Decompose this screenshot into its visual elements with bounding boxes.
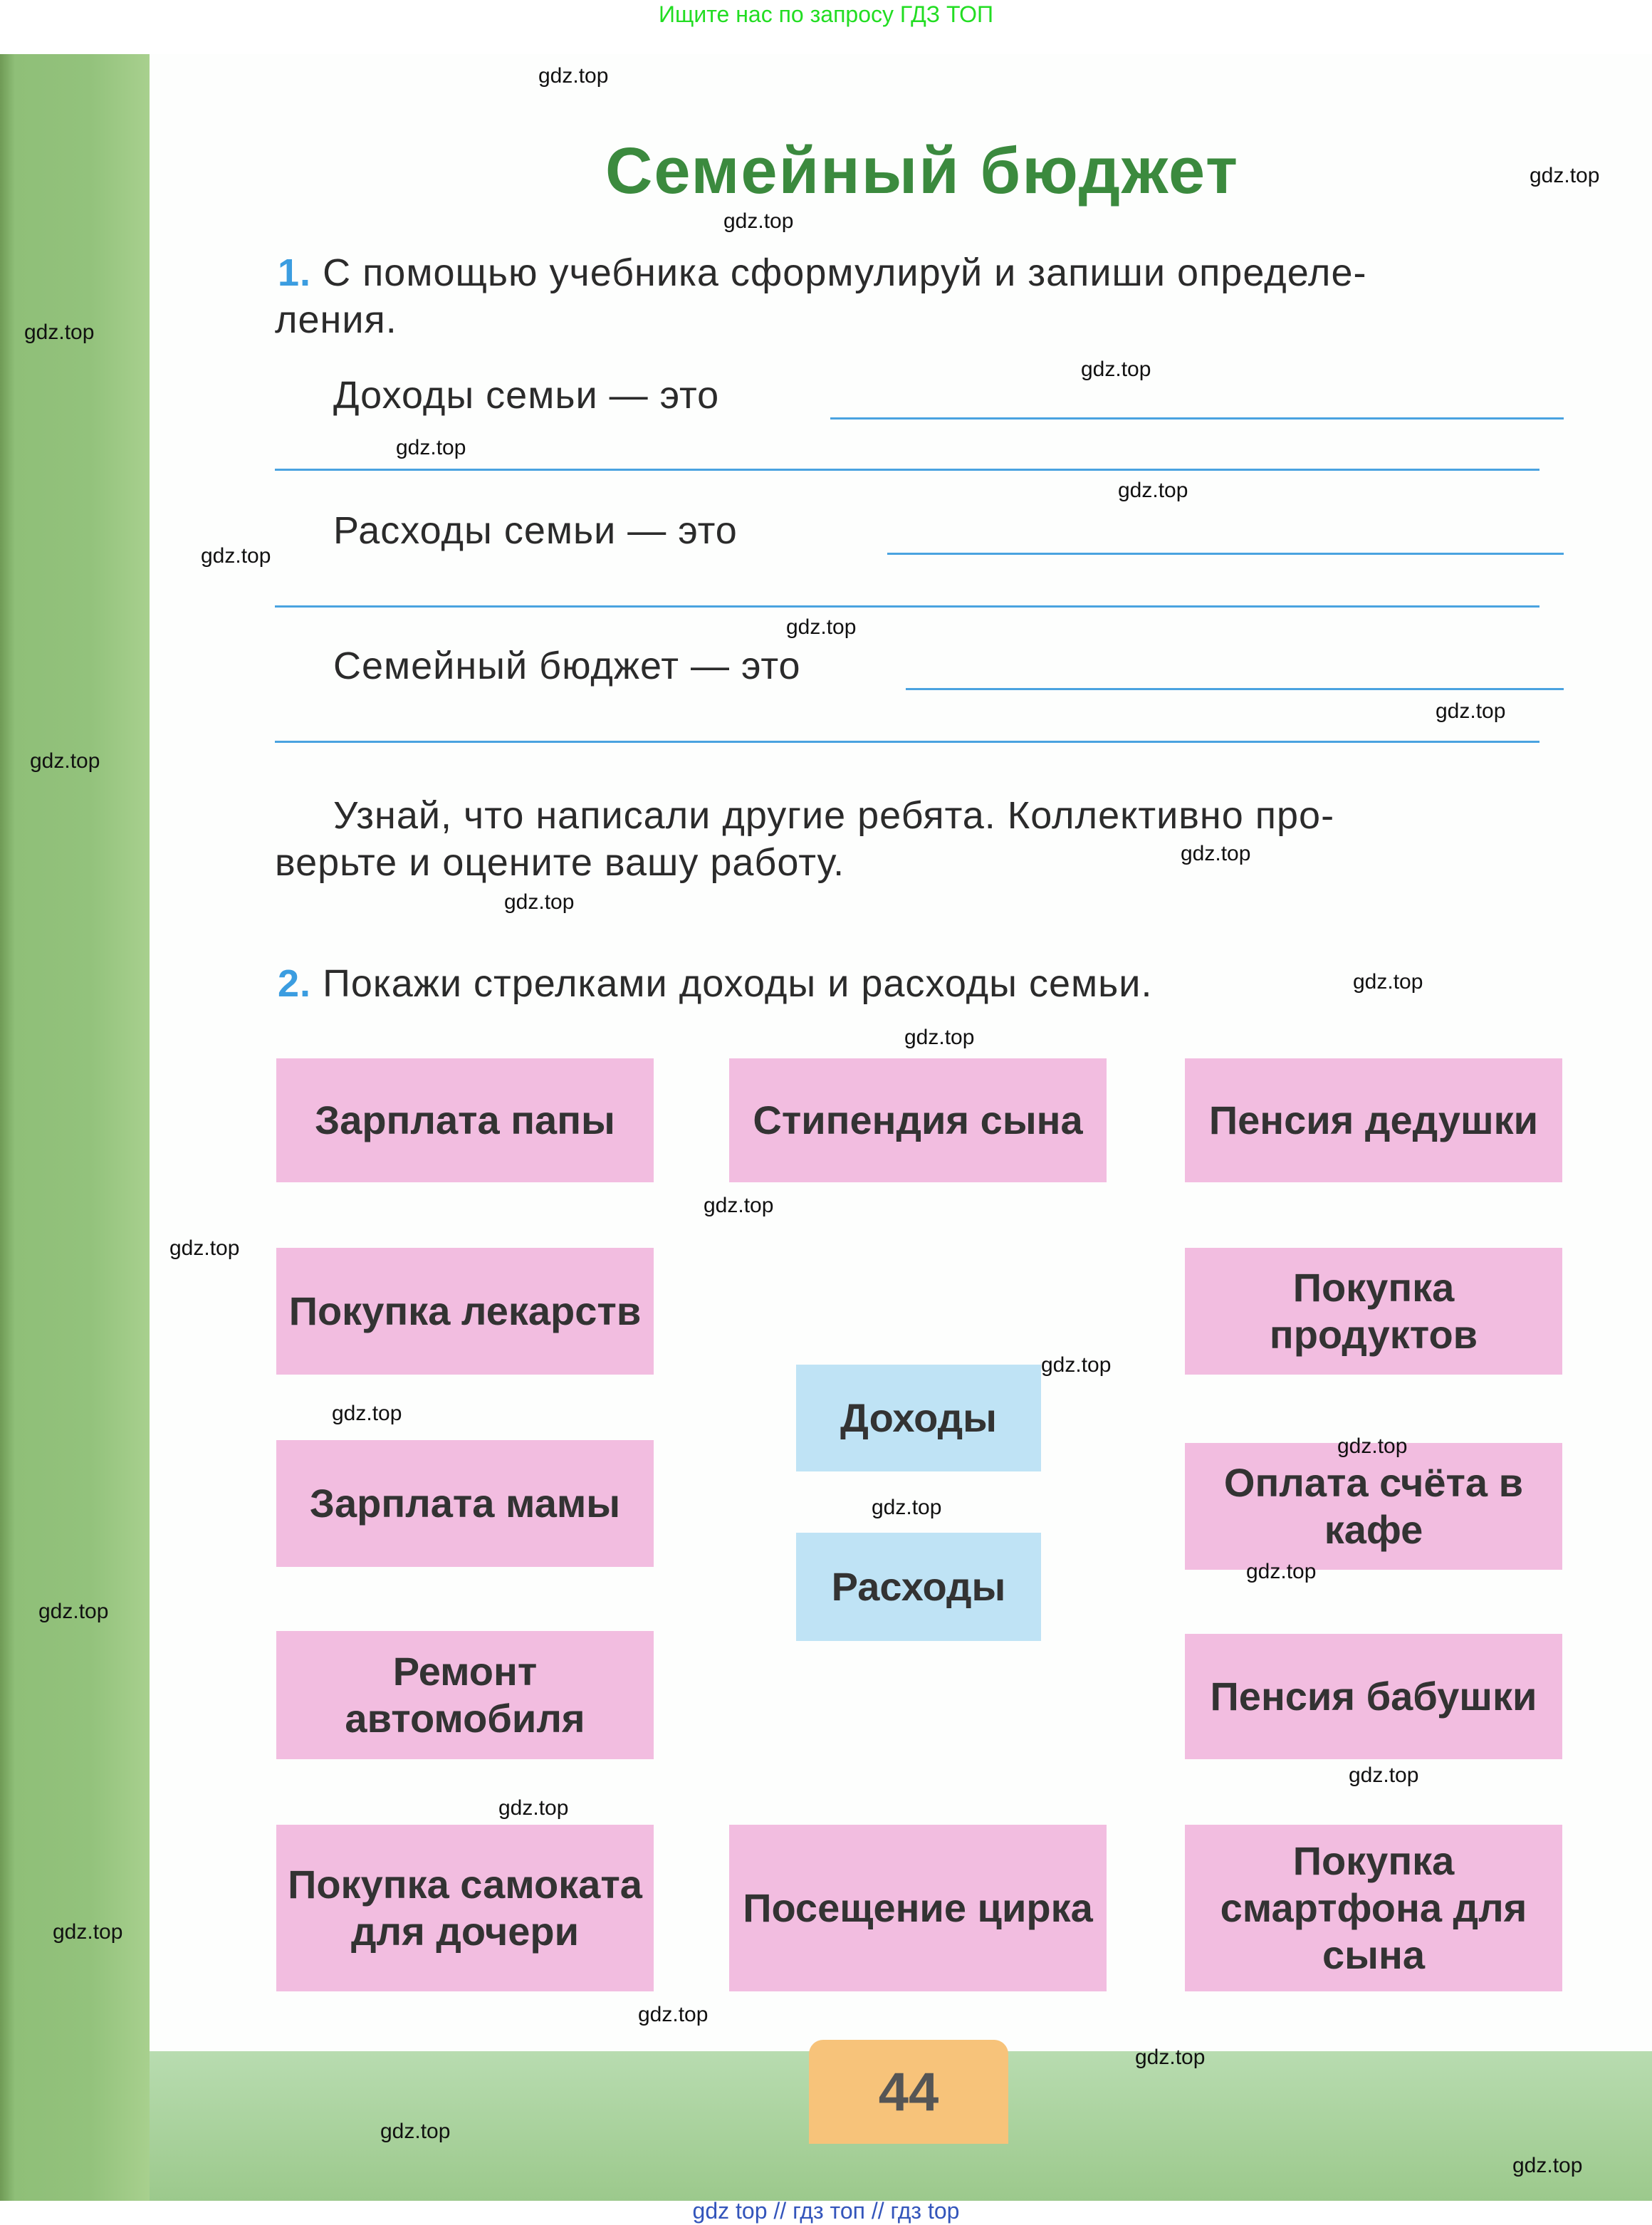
watermark: gdz.top [1353, 970, 1423, 994]
watermark: gdz.top [1118, 479, 1188, 502]
answer-line[interactable] [275, 605, 1539, 608]
task1-number: 1. [278, 251, 312, 294]
watermark: gdz.top [1135, 2046, 1206, 2069]
watermark: gdz.top [1349, 1763, 1419, 1787]
task2-text: Покажи стрелками доходы и расходы семьи. [323, 962, 1153, 1005]
task1-line2: ления. [275, 298, 397, 341]
check-text-line1: Узнай, что написали другие ребята. Коллективно про- [333, 794, 1335, 837]
income-box[interactable]: Доходы [796, 1365, 1041, 1471]
page-number: 44 [809, 2040, 1008, 2144]
watermark: gdz.top [786, 615, 857, 639]
watermark: gdz.top [53, 1920, 123, 1944]
watermark: gdz.top [380, 2120, 451, 2143]
answer-line[interactable] [275, 469, 1539, 471]
watermark: gdz.top [396, 436, 466, 459]
watermark: gdz.top [169, 1236, 240, 1260]
watermark: gdz.top [38, 1600, 109, 1623]
watermark: gdz.top [704, 1194, 774, 1217]
task1-line1 [278, 251, 1366, 295]
watermark: gdz.top [30, 749, 100, 773]
watermark: gdz.top [1041, 1353, 1112, 1377]
card-cafe-bill[interactable]: Оплата счёта в кафе [1185, 1443, 1562, 1570]
definition-budget-label: Семейный бюджет — это [333, 645, 801, 687]
card-smartphone-purchase[interactable]: Покупка смартфона для сына [1185, 1825, 1562, 1991]
definition-expenses-label: Расходы семьи — это [333, 509, 738, 552]
card-mom-salary[interactable]: Зарплата мамы [276, 1440, 654, 1567]
watermark: gdz.top [538, 64, 609, 88]
watermark: gdz.top [1337, 1434, 1408, 1458]
card-car-repair[interactable]: Ремонт автомобиля [276, 1631, 654, 1759]
answer-line[interactable] [830, 417, 1564, 420]
watermark: gdz.top [1530, 164, 1600, 187]
answer-line[interactable] [887, 553, 1564, 555]
card-scooter-purchase[interactable]: Покупка самоката для дочери [276, 1825, 654, 1991]
card-circus-visit[interactable]: Посещение цирка [729, 1825, 1107, 1991]
watermark: gdz.top [638, 2003, 709, 2026]
card-grandpa-pension[interactable]: Пенсия дедушки [1185, 1058, 1562, 1182]
footer-links[interactable]: gdz top // гдз топ // гдз top [692, 2198, 960, 2224]
watermark: gdz.top [1512, 2154, 1583, 2177]
watermark: gdz.top [504, 890, 575, 914]
watermark: gdz.top [1181, 842, 1251, 865]
card-son-stipend[interactable]: Стипендия сына [729, 1058, 1107, 1182]
task2-heading [278, 962, 1152, 1006]
card-groceries-purchase[interactable]: Покупка продуктов [1185, 1248, 1562, 1375]
definition-income-label: Доходы семьи — это [333, 374, 720, 417]
watermark: gdz.top [332, 1402, 402, 1425]
expenses-box[interactable]: Расходы [796, 1533, 1041, 1641]
answer-line[interactable] [275, 741, 1539, 743]
watermark: gdz.top [723, 209, 794, 233]
search-banner: Ищите нас по запросу ГДЗ ТОП [659, 1, 993, 27]
watermark: gdz.top [1436, 699, 1506, 723]
watermark: gdz.top [1246, 1560, 1317, 1583]
watermark: gdz.top [872, 1496, 942, 1519]
task1-text: С помощью учебника сформулируй и запиши определе- [323, 251, 1367, 294]
watermark: gdz.top [24, 321, 95, 344]
card-dad-salary[interactable]: Зарплата папы [276, 1058, 654, 1182]
watermark: gdz.top [904, 1026, 975, 1049]
task2-number: 2. [278, 962, 312, 1005]
page-title: Семейный бюджет [605, 135, 1240, 207]
watermark: gdz.top [201, 544, 271, 568]
watermark: gdz.top [498, 1796, 569, 1820]
page-edge-strip [0, 54, 150, 2201]
check-text-line2: верьте и оцените вашу работу. [275, 841, 845, 884]
card-grandma-pension[interactable]: Пенсия бабушки [1185, 1634, 1562, 1759]
answer-line[interactable] [906, 688, 1564, 690]
watermark: gdz.top [1081, 358, 1151, 381]
card-medicine-purchase[interactable]: Покупка лекарств [276, 1248, 654, 1375]
